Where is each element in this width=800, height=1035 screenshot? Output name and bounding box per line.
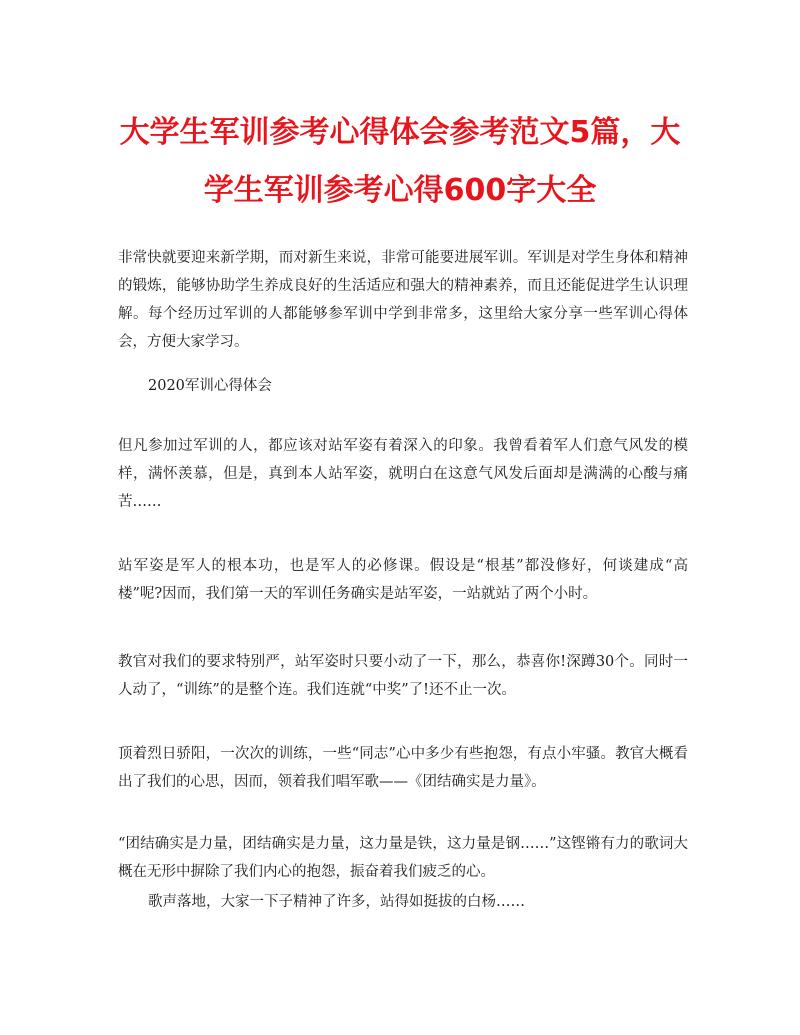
intro-paragraph: 非常快就要迎来新学期，而对新生来说，非常可能要进展军训。军训是对学生身体和精神的锻炼，能够协助学生养成良好的生活适应和强大的精神素养，而且还能促进学生认识理解。每个经历过军训的人都能够参军训中学到非常多，这里给大家分享一些军训心得体会，方便大家学习。	[118, 250, 688, 350]
section-heading: 2020军训心得体会	[148, 378, 272, 394]
body-paragraph: 教官对我们的要求特别严，站军姿时只要小动了一下，那么，恭喜你!深蹲30个。同时一人动了，“训练”的是整个连。我们连就“中奖”了!还不止一次。	[118, 654, 688, 698]
body-paragraph: 歌声落地，大家一下子精神了许多，站得如挺拔的白杨……	[148, 894, 525, 910]
title-line-2: 学生军训参考心得600字大全	[203, 173, 597, 208]
body-paragraph: “团结确实是力量，团结确实是力量，这力量是铁，这力量是钢……”这铿锵有力的歌词大概在无形中摒除了我们内心的抱怨，振奋着我们疲乏的心。	[118, 836, 688, 880]
title-line-1: 大学生军训参考心得体会参考范文5篇，大	[119, 115, 681, 150]
body-paragraph: 站军姿是军人的根本功，也是军人的必修课。假设是“根基”都没修好，何谈建成“高楼”呢?因而，我们第一天的军训任务确实是站军姿，一站就站了两个小时。	[118, 558, 688, 602]
body-paragraph: 但凡参加过军训的人，都应该对站军姿有着深入的印象。我曾看着军人们意气风发的模样，满怀羡慕，但是，真到本人站军姿，就明白在这意气风发后面却是满满的心酸与痛苦……	[118, 438, 688, 510]
document-title	[100, 104, 700, 220]
body-paragraph: 顶着烈日骄阳，一次次的训练，一些“同志”心中多少有些抱怨，有点小牢骚。教官大概看出了我们的心思，因而，领着我们唱军歌——《团结确实是力量》。	[118, 746, 688, 790]
